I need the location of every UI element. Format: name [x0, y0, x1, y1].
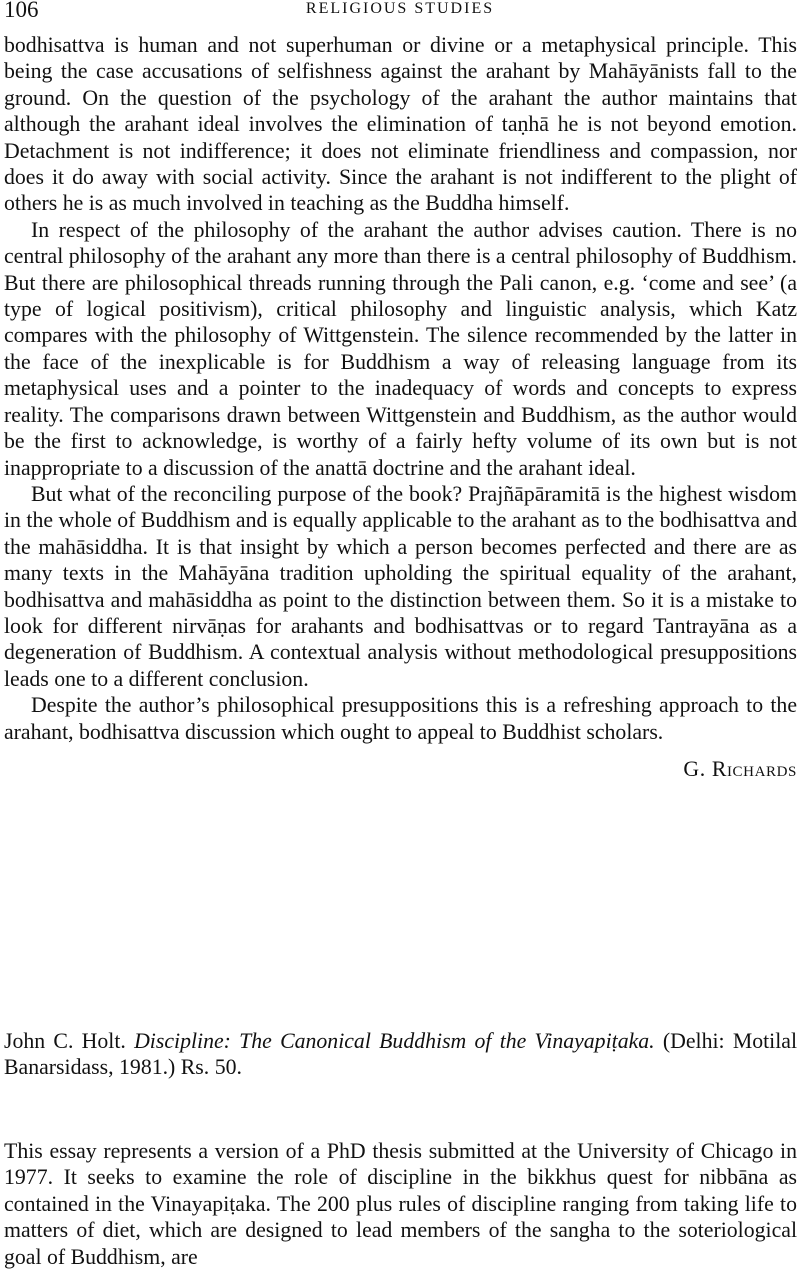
paragraph: But what of the reconciling purpose of the book? Prajñāpāramitā is the highest wisdom in the whole of Buddhism and is equally applicable to the arahant as to the bodhisattva and the mahāsiddha. It is that insight by which a person becomes perfected and there are as many texts in the Mahāyāna tradition upholding the spiritual equality of the arahant, bodhisattva and mahāsiddha as point to the distinction between them. So it is a mistake to look for different nirvāṇas for arahants and bodhisattvas or to regard Tantrayāna as a degeneration of Buddhism. A contextual analysis without methodological presuppositions leads one to a different conclusion.	[4, 481, 797, 691]
book-title: Discipline: The Canonical Buddhism of the Vinayapiṭaka.	[134, 1029, 655, 1053]
paragraph: Despite the author’s philosophical presuppositions this is a refreshing approach to the arahant, bodhisattva discussion which ought to appeal to Buddhist scholars.	[4, 693, 797, 744]
reviewer-signature: G. Richards	[683, 756, 797, 781]
review-body	[4, 1138, 797, 1270]
paragraph: bodhisattva is human and not superhuman or divine or a metaphysical principle. This being the case accusations of selfishness against the arahant by Mahāyānists fall to the ground. On the question of the psychology of the arahant the author maintains that although the arahant ideal involves the elimination of taṇhā he is not beyond emotion. Detachment is not indifference; it does not eliminate friendliness and compassion, nor does it do away with social activity. Since the arahant is not indifferent to the plight of others he is as much involved in teaching as the Buddha himself.	[4, 33, 797, 216]
running-head: RELIGIOUS STUDIES	[305, 0, 495, 17]
page-number: 106	[4, 0, 39, 22]
review-heading	[4, 1028, 797, 1081]
paragraph: This essay represents a version of a PhD thesis submitted at the University of Chicago in 1977. It seeks to examine the role of discipline in the bikkhus quest for nibbāna as contained in the Vinayapiṭaka. The 200 plus rules of discipline ranging from taking life to matters of diet, which are designed to lead members of the sangha to the soteriological goal of Buddhism, are	[4, 1139, 797, 1269]
review-continuation	[4, 32, 797, 782]
page-header	[0, 0, 800, 24]
book-publication: (Delhi: Motilal Banarsidass, 1981.) Rs. 50.	[4, 1029, 798, 1080]
book-author: John C. Holt.	[4, 1029, 126, 1053]
paragraph: In respect of the philosophy of the arahant the author advises caution. There is no central philosophy of the arahant any more than there is a central philosophy of Buddhism. But there are philosophical threads running through the Pali canon, e.g. ‘come and see’ (a type of logical positivism), critical philosophy and linguistic analysis, which Katz compares with the philosophy of Wittgenstein. The silence recommended by the latter in the face of the inexplicable is for Buddhism a way of releasing language from its metaphysical uses and a pointer to the inadequacy of words and concepts to express reality. The comparisons drawn between Wittgenstein and Buddhism, as the author would be the first to acknowledge, is worthy of a fairly hefty volume of its own but is not inappropriate to a discussion of the anattā doctrine and the arahant ideal.	[4, 217, 797, 480]
